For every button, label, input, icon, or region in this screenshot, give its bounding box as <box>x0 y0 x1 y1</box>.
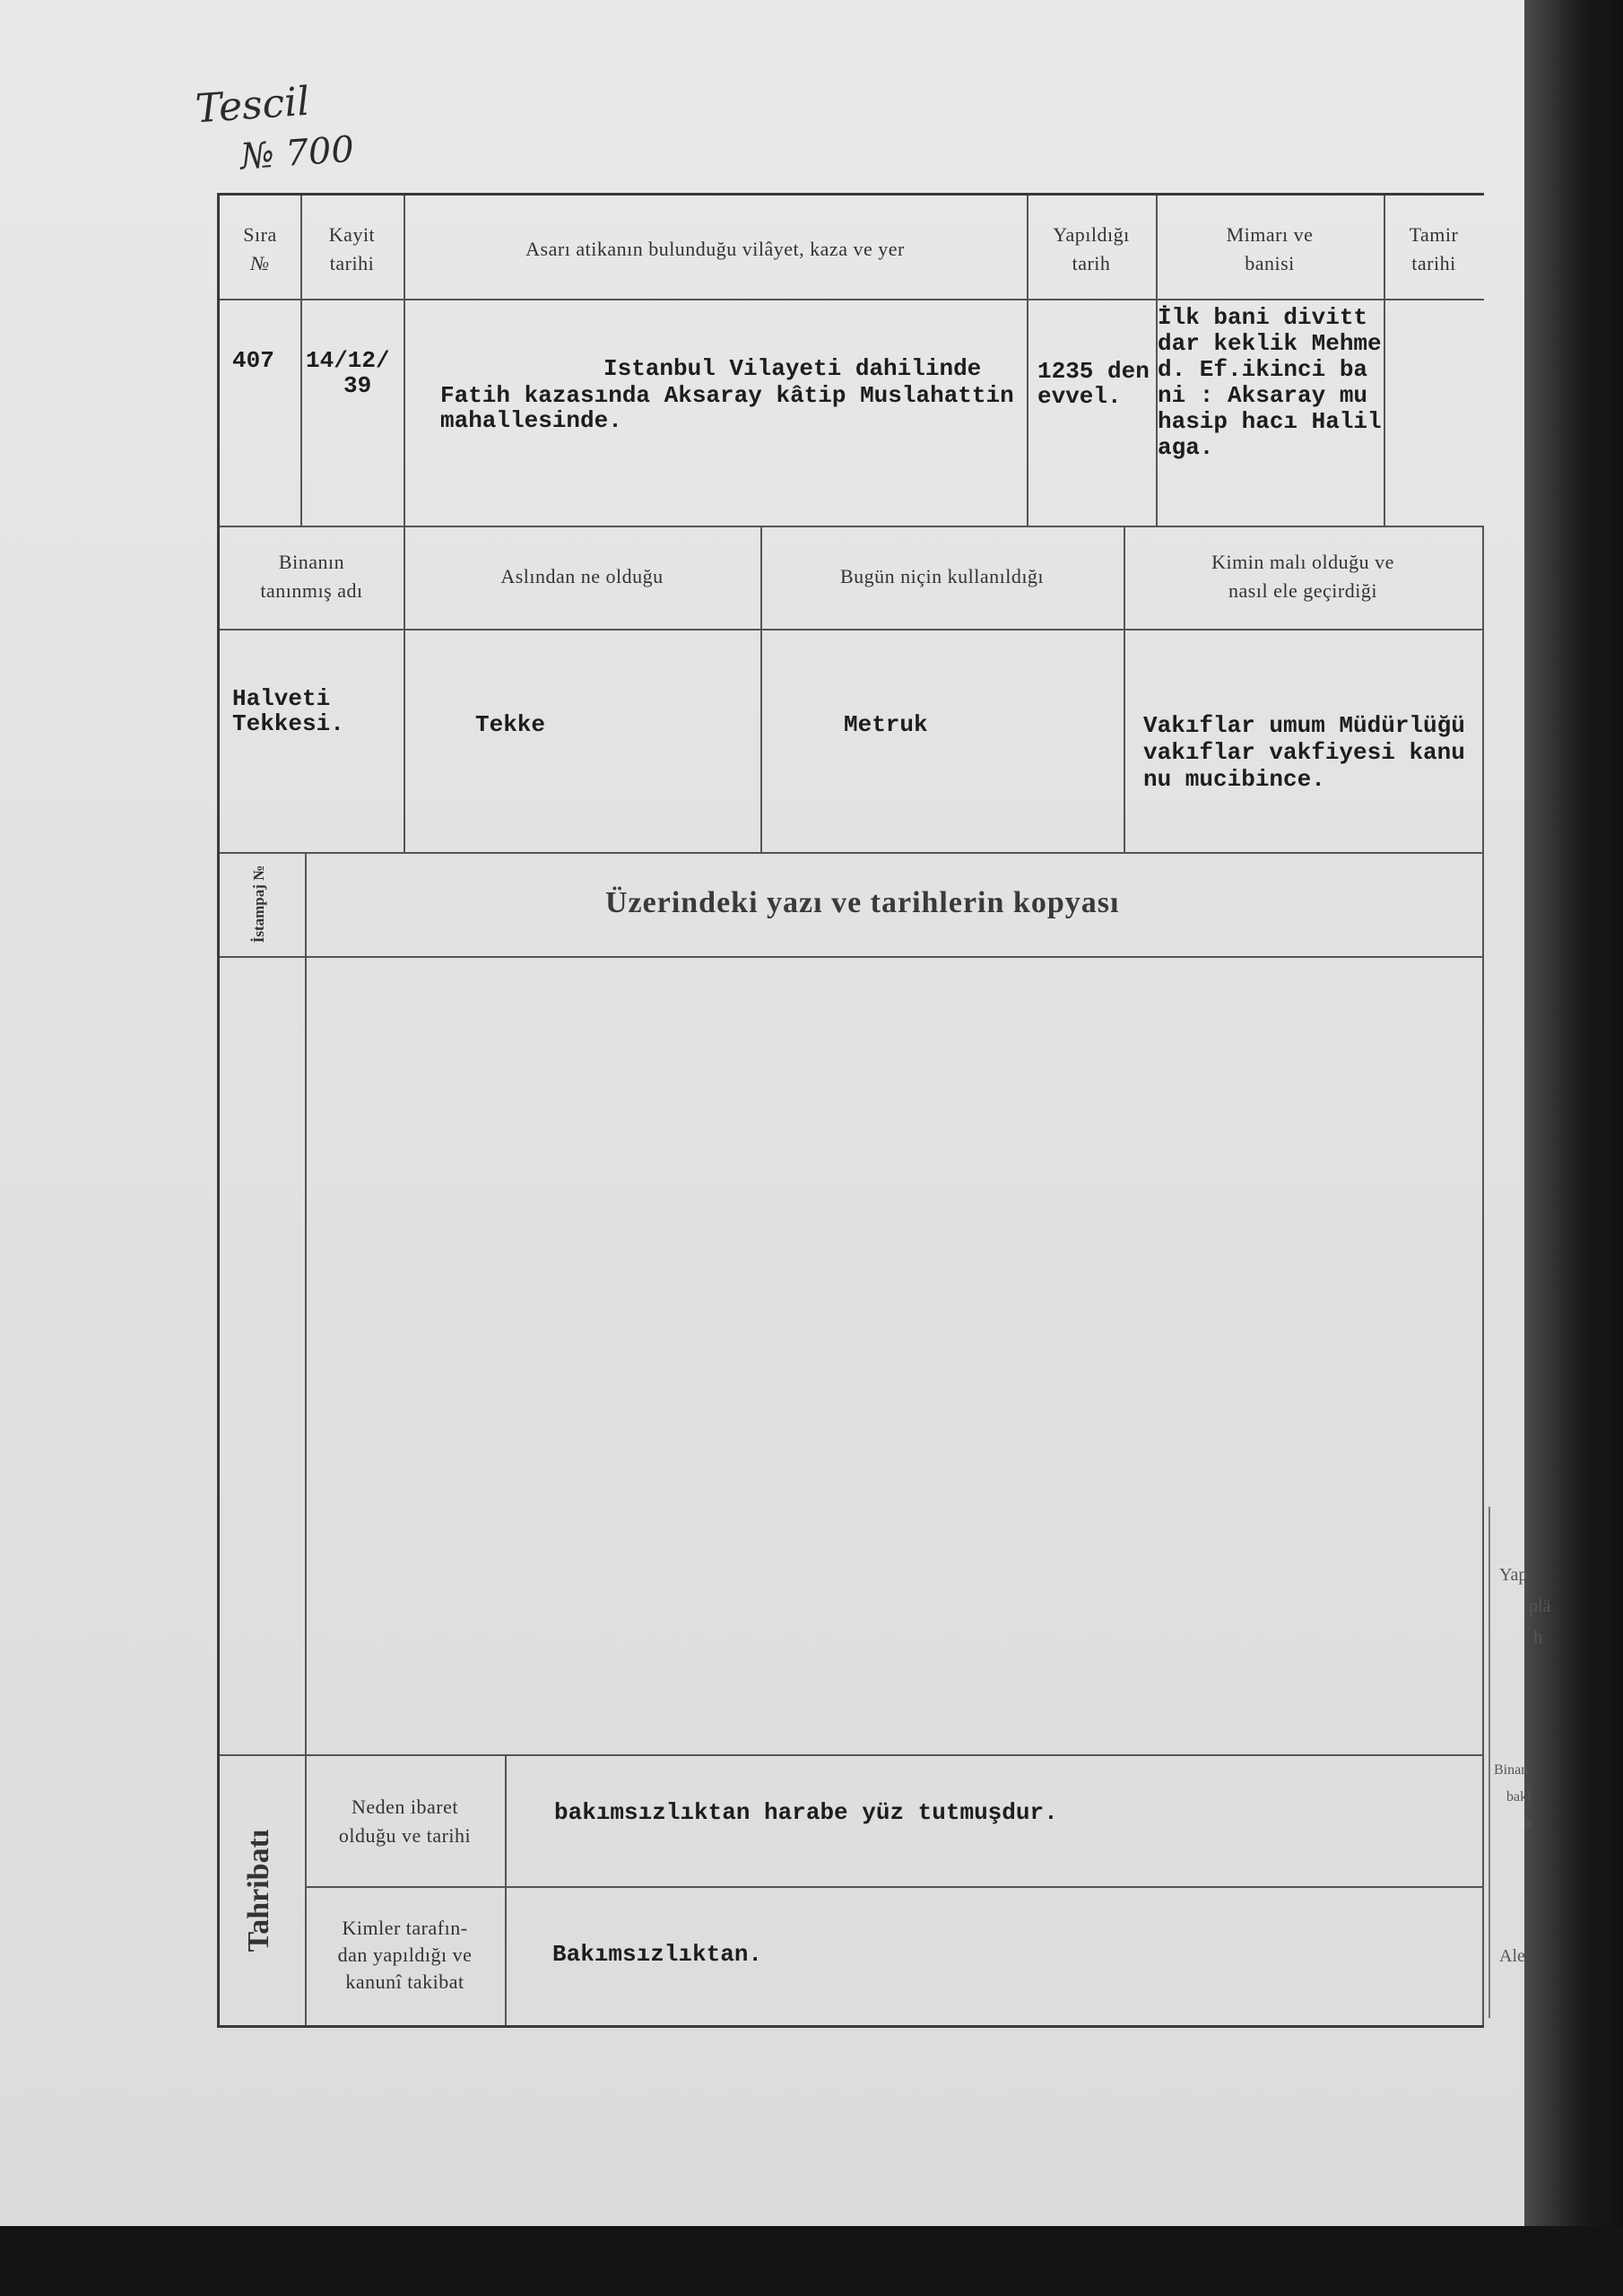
header-mimari <box>1156 213 1384 285</box>
record-aslindan: Tekke <box>475 711 546 738</box>
vline-right-border <box>1482 526 1484 2025</box>
registry-form <box>217 193 1484 2028</box>
page-shadow-edge <box>1524 0 1623 2296</box>
record-neden: bakımsızlıktan harabe yüz tutmuşdur. <box>554 1799 1058 1826</box>
rule-header-bottom <box>220 299 1484 300</box>
header-sira <box>220 213 300 285</box>
header-yapildigi-line1: Yapıldığı <box>1053 223 1130 246</box>
header-kimler-line2: dan yapıldığı ve <box>337 1944 473 1966</box>
header-sira-line1: Sıra <box>243 223 277 246</box>
edge-fragment-1: Yap <box>1499 1565 1528 1585</box>
header-mimari-line2: banisi <box>1245 252 1295 274</box>
page-bottom-shadow <box>0 2226 1623 2296</box>
header-yer: Asarı atikanın bulunduğu vilâyet, kaza ve yer <box>525 238 905 260</box>
edge-fragment-4: Binan <box>1494 1762 1529 1778</box>
header-yapildigi <box>1027 213 1156 285</box>
header-kayit-line2: tarihi <box>329 252 375 274</box>
record-mimari-line2: dar keklik Mehme <box>1158 330 1382 357</box>
record-kimin-line2: vakıflar vakfiyesi kanu <box>1143 739 1465 766</box>
record-bina-line1: Halveti <box>232 685 331 712</box>
record-yer-line2: Fatih kazasında Aksaray kâtip Muslahattin <box>440 382 1014 409</box>
edge-fragment-2: plä <box>1529 1596 1551 1616</box>
header-kimin <box>1124 536 1482 617</box>
header-bina-line2: tanınmış adı <box>260 579 363 602</box>
record-kimin-line1: Vakıflar umum Müdürlüğü <box>1143 712 1465 739</box>
rule-row1-bottom <box>220 526 1484 527</box>
header-bina-line1: Binanın <box>278 551 345 573</box>
record-mimari-line5: hasip hacı Halil <box>1158 408 1382 435</box>
record-mimari-line4: ni : Aksaray mu <box>1158 382 1368 409</box>
record-mimari-line1: İlk bani divitt <box>1158 304 1368 331</box>
edge-fragment-7: Ale <box>1499 1946 1525 1966</box>
record-kimler: Bakımsızlıktan. <box>552 1941 763 1968</box>
header-kimin-line1: Kimin malı olduğu ve <box>1211 551 1394 573</box>
label-tahribat: Tahribatı <box>242 1829 275 1952</box>
handwritten-tescil: Tescil <box>194 78 311 133</box>
header-kimler-line1: Kimler tarafın- <box>342 1917 468 1939</box>
record-sira: 407 <box>232 347 274 374</box>
record-kayit-line2: 39 <box>343 372 372 399</box>
record-kayit-line1: 14/12/ <box>306 347 390 374</box>
rule-kopya-bottom <box>220 1754 1484 1756</box>
header-neden-line2: olduğu ve tarihi <box>338 1823 472 1847</box>
record-mimari-line3: d. Ef.ikinci ba <box>1158 356 1368 383</box>
header-mimari-line1: Mimarı ve <box>1226 223 1314 246</box>
record-yer-line1: Istanbul Vilayeti dahilinde <box>603 355 982 382</box>
header-kimler-line3: kanunî takibat <box>345 1970 464 1993</box>
handwritten-number: № 700 <box>239 128 356 178</box>
header-kimler <box>305 1892 505 2018</box>
header-kimin-line2: nasıl ele geçirdiği <box>1228 579 1377 602</box>
header-aslindan: Aslından ne olduğu <box>500 565 664 587</box>
header-tamir-line1: Tamir <box>1409 223 1459 246</box>
record-yer-line3: mahallesinde. <box>440 407 622 434</box>
record-kimin-line3: nu mucibince. <box>1143 766 1325 793</box>
header-bugun: Bugün niçin kullanıldığı <box>839 565 1045 587</box>
header-kayit <box>300 213 404 285</box>
header-yapildigi-line2: tarih <box>1072 252 1111 274</box>
record-yapildigi-line2: evvel. <box>1037 383 1122 410</box>
header-neden <box>305 1765 505 1877</box>
vline-tahribat-labels <box>505 1754 507 2025</box>
edge-fragment-3: h <box>1533 1628 1542 1648</box>
record-mimari-line6: aga. <box>1158 434 1214 461</box>
rule-header2-bottom <box>220 629 1484 631</box>
record-yapildigi-line1: 1235 den <box>1037 358 1150 385</box>
record-bina-line2: Tekkesi. <box>232 710 344 737</box>
header-sira-line2: № <box>250 252 270 274</box>
record-bugun: Metruk <box>844 711 928 738</box>
edge-fragment-5: bakl <box>1506 1789 1532 1805</box>
rule-tahribat-mid <box>305 1886 1484 1888</box>
edge-fragment-6: o <box>1524 1816 1532 1831</box>
header-tamir-line2: tarihi <box>1411 252 1456 274</box>
label-istampaj: İstampaj № <box>250 865 267 944</box>
header-bina-adi <box>220 536 404 617</box>
header-kayit-line1: Kayit <box>328 223 376 246</box>
rule-kopya-header-bottom <box>220 956 1484 958</box>
kopya-title: Üzerindeki yazı ve tarihlerin kopyası <box>605 886 1120 919</box>
rule-row2-bottom <box>220 852 1484 854</box>
edge-rule <box>1488 1507 1490 2018</box>
header-tamir <box>1384 213 1484 285</box>
header-neden-line1: Neden ibaret <box>352 1795 458 1818</box>
